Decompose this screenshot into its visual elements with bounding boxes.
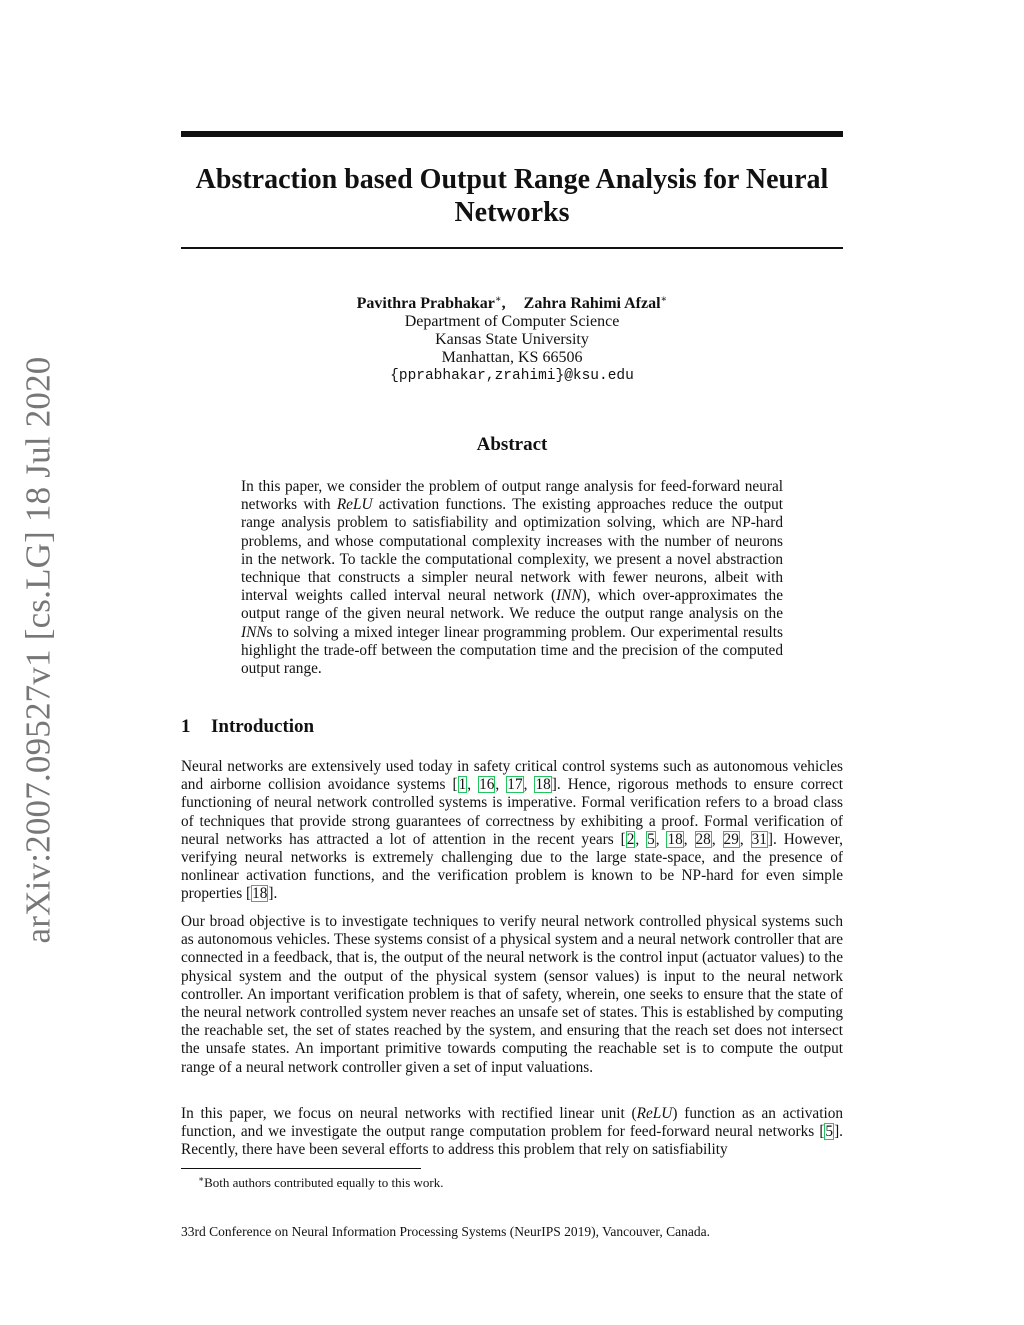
intro-paragraph-3: In this paper, we focus on neural networks with rectified linear unit (ReLU) function as an activation function, and we investigate the output range computation problem for feed-forward neural networks [5]. Recently, there have been several efforts to address this problem that rely on satisfiability <box>181 1105 843 1159</box>
footnote-text: Both authors contributed equally to this work. <box>204 1175 444 1190</box>
conference-footer: 33rd Conference on Neural Information Processing Systems (NeurIPS 2019), Vancouver, Canada. <box>181 1224 710 1239</box>
footnote-rule <box>181 1168 421 1169</box>
abstract-body: In this paper, we consider the problem of output range analysis for feed-forward neural networks with ReLU activation functions. The existing approaches reduce the output range analysis problem to satisfiability and optimization solving, which are NP-hard problems, and whose computational complexity increases with the number of neurons in the network. To tackle the computational complexity, we present a novel abstraction technique that constructs a simpler neural network with fewer neurons, albeit with interval weights called interval neural network (INN), which over-approximates the output range of the given neural network. We reduce the output range analysis on the INNs to solving a mixed integer linear programming problem. Our experimental results highlight the trade-off between the computation time and the precision of the computed output range. <box>241 478 783 678</box>
citation-link[interactable]: 28 <box>695 830 711 848</box>
relu-term: ReLU <box>336 496 373 514</box>
citation-link[interactable]: 18 <box>252 885 268 903</box>
department: Department of Computer Science <box>404 313 620 330</box>
title-bottom-rule <box>181 247 843 249</box>
intro-paragraph-1: Neural networks are extensively used today in safety critical control systems such as autonomous vehicles and airborne collision avoidance systems [1, 16, 17, 18]. Hence, rigorous methods to ensure correct functioning of neural network controlled systems is imperative. Formal verification refers to a broad class of techniques that provide strong guarantees of correctness by exhibiting a proof. Formal verification of neural networks has attracted a lot of attention in the recent years [2, 5, 18, 28, 29, 31]. However, verifying neural networks is extremely challenging due to the large state-space, and the presence of nonlinear activation functions, and the verification problem is known to be NP-hard for even simple properties [18]. <box>181 758 844 903</box>
author-1: Pavithra Prabhakar <box>356 295 495 312</box>
inn-term: INN <box>241 623 267 641</box>
citation-link[interactable]: 31 <box>751 830 767 848</box>
citation-link[interactable]: 29 <box>723 830 739 848</box>
inn-term: INN <box>556 587 582 605</box>
footnote <box>198 1175 444 1191</box>
citation-link[interactable]: 17 <box>507 776 523 794</box>
arxiv-stamp-text: arXiv:2007.09527v1 [cs.LG] 18 Jul 2020 <box>18 356 58 944</box>
university: Kansas State University <box>435 331 589 348</box>
author-separator: , <box>501 295 506 312</box>
footnote-mark: ∗ <box>198 1174 205 1184</box>
arxiv-stamp <box>14 356 62 944</box>
citation-link[interactable]: 1 <box>458 776 467 794</box>
paper-title: Abstraction based Output Range Analysis for Neural Networks <box>195 164 829 228</box>
citation-link[interactable]: 5 <box>647 830 655 848</box>
author-1-mark: ∗ <box>494 294 502 305</box>
intro-paragraph-2: Our broad objective is to investigate techniques to verify neural network controlled physical systems such as autonomous vehicles. These systems consist of a physical system and a neural network controller that are connected in a feedback, that is, the output of the neural network is the control input (actuator values) to the physical system and the output of the physical system (sensor values) is input to the neural network controller. An important verification problem is that of safety, wherein, one seeks to ensure that the state of the neural network controlled system never reaches an unsafe set of states. This is established by computing the reachable set, the set of states reached by the system, and ensuring that the reach set does not intersect the unsafe states. An important primitive towards computing the reachable set is to compute the output range of a neural network controller given a set of input valuations. <box>181 913 843 1076</box>
author-email: {pprabhakar,zrahimi}@ksu.edu <box>390 368 634 384</box>
section-heading-introduction <box>181 716 314 738</box>
citation-link[interactable]: 5 <box>825 1123 834 1141</box>
citation-link[interactable]: 2 <box>626 830 635 848</box>
section-number: 1 <box>181 716 191 737</box>
title-top-rule <box>181 131 843 137</box>
author-2: Zahra Rahimi Afzal <box>523 295 661 312</box>
citation-link[interactable]: 18 <box>667 830 683 848</box>
citation-link[interactable]: 18 <box>535 776 551 794</box>
relu-term: ReLU <box>636 1105 673 1122</box>
author-2-mark: ∗ <box>660 294 668 305</box>
author-names <box>180 295 844 313</box>
location: Manhattan, KS 66506 <box>441 349 583 366</box>
citation-link[interactable]: 16 <box>479 776 495 794</box>
abstract-heading: Abstract <box>476 434 548 455</box>
section-title: Introduction <box>211 716 315 737</box>
author-block <box>180 295 844 385</box>
